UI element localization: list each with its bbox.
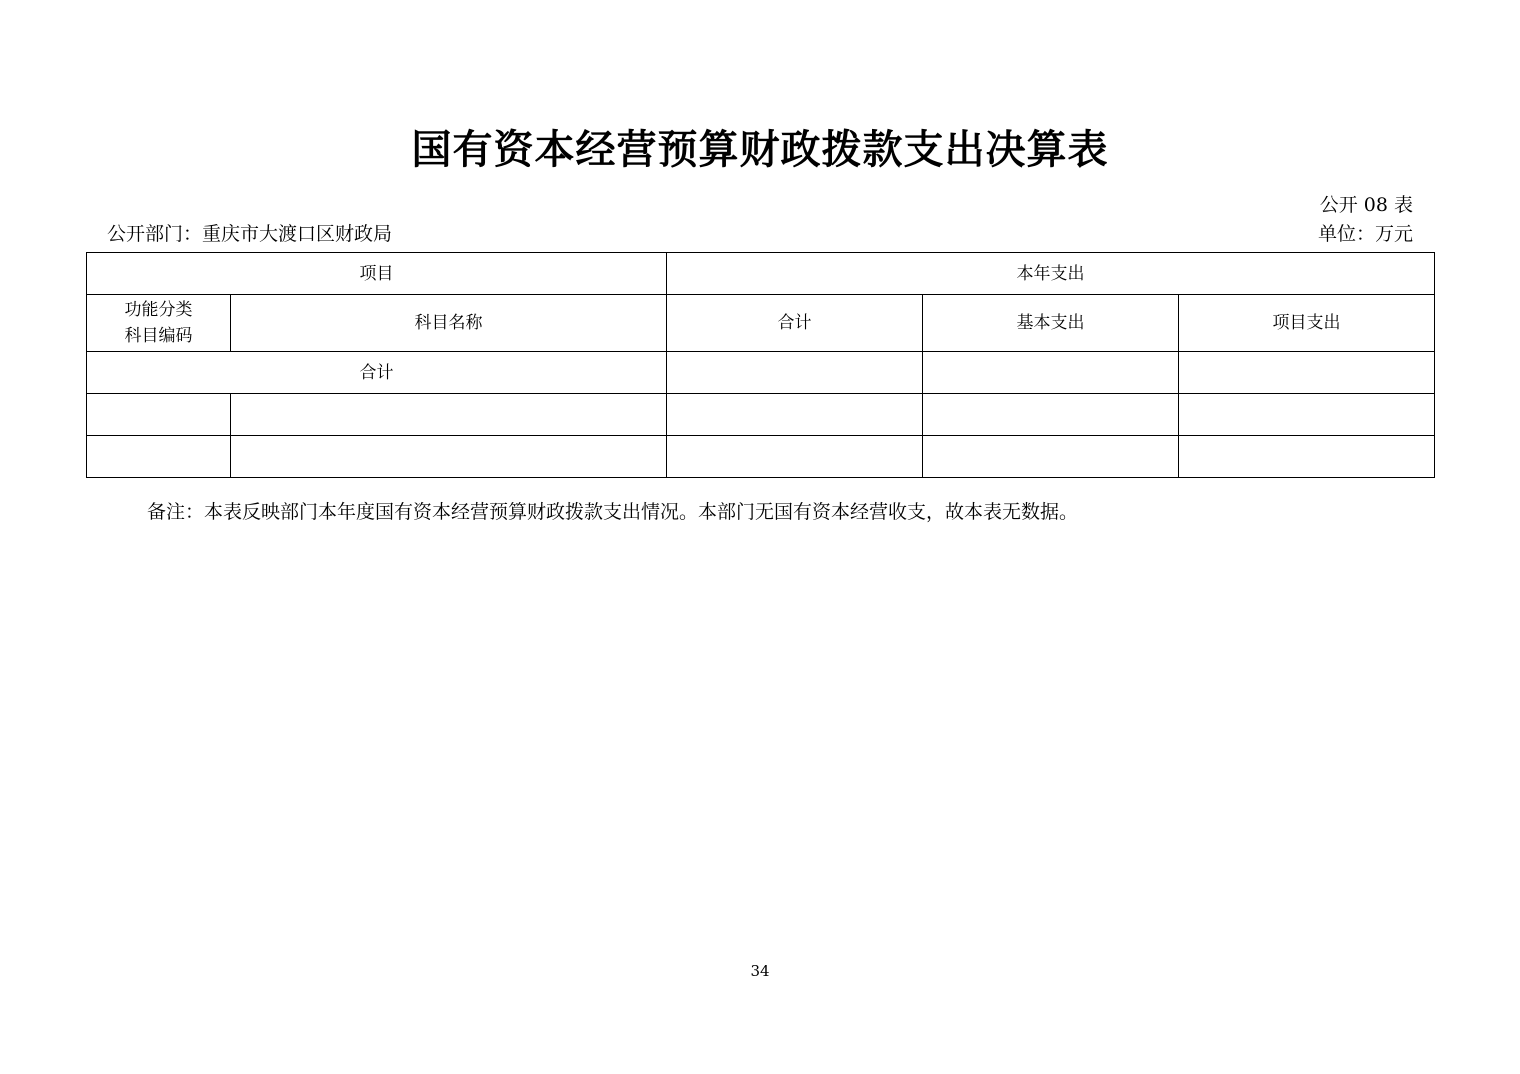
total-row-total [667,352,923,394]
department-label: 公开部门：重庆市大渡口区财政局 [107,223,393,245]
row-project [1179,394,1435,436]
table-note: 备注：本表反映部门本年度国有资本经营预算财政拨款支出情况。本部门无国有资本经营收支，故本表无数据。 [147,501,1079,523]
column-header-basic: 基本支出 [923,295,1179,352]
row-basic [923,394,1179,436]
total-row-project [1179,352,1435,394]
total-row-label: 合计 [87,352,667,394]
row-basic [923,436,1179,478]
row-code [87,394,231,436]
row-code [87,436,231,478]
row-project [1179,436,1435,478]
column-header-name: 科目名称 [231,295,667,352]
header-item: 项目 [87,253,667,295]
table-subheader-row [87,295,1435,352]
budget-table [86,252,1435,478]
row-total [667,436,923,478]
column-header-code [87,295,231,352]
header-current-year: 本年支出 [667,253,1435,295]
column-header-total: 合计 [667,295,923,352]
total-row [87,352,1435,394]
row-total [667,394,923,436]
table-row [87,394,1435,436]
total-row-basic [923,352,1179,394]
page-number: 34 [750,962,770,980]
row-name [231,394,667,436]
column-header-code-line1: 功能分类 [124,300,193,320]
column-header-code-line2: 科目编码 [124,326,193,346]
row-name [231,436,667,478]
page-title: 国有资本经营预算财政拨款支出决算表 [411,127,1109,173]
form-number: 公开 08 表 [1319,194,1413,216]
table-header-row [87,253,1435,295]
table-row [87,436,1435,478]
column-header-project: 项目支出 [1179,295,1435,352]
unit-label: 单位：万元 [1317,223,1413,245]
